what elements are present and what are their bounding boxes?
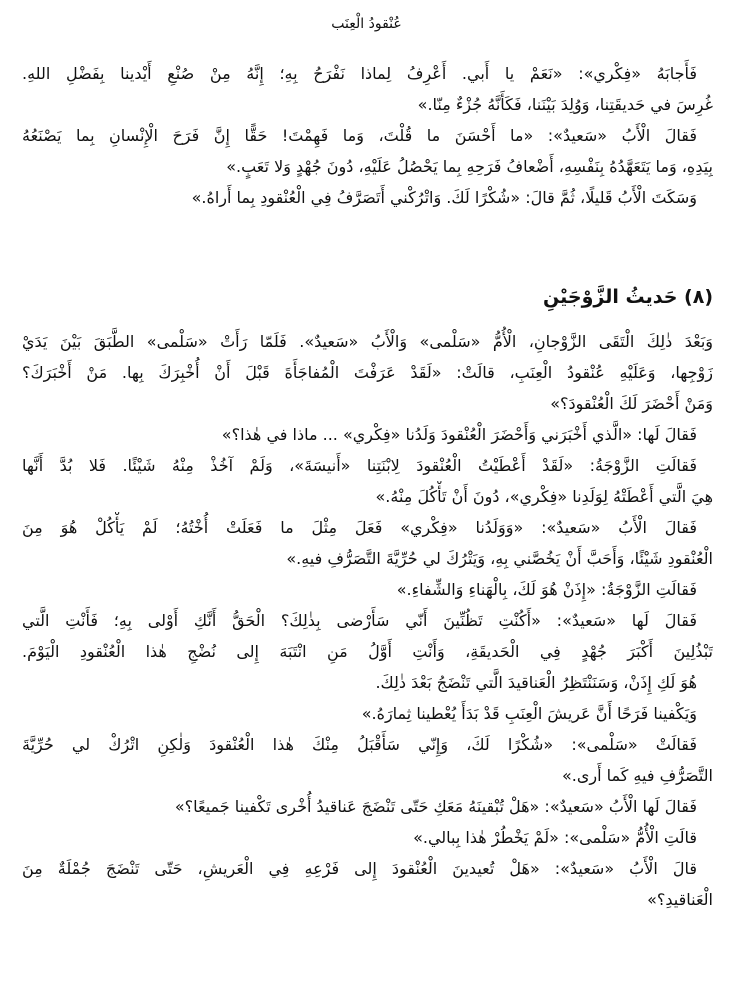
text-line: قالَتِ الْأُمُّ «سَلْمى»: «لَمْ يَخْطُرْ هٰذا بِبالي.» bbox=[413, 828, 697, 847]
story-text-top bbox=[22, 58, 713, 213]
text-line: فَأَجابَهُ «فِكْري»: «نَعَمْ يا أَبي. أَعْرِفُ لِماذا نَفْرَحُ بِهِ؛ إِنَّهُ مِنْ صُنْعِ أَيْدينا بِفَضْلِ اللهِ. bbox=[22, 64, 697, 83]
text-line: هِيَ الَّتي أَعْطَتْهُ لِوَلَدِنا «فِكْري»، دُونَ أَنْ تَأْكُلَ مِنْهُ.» bbox=[375, 487, 713, 506]
text-line: الْعُنْقودِ شَيْئًا، وَأَحَبَّ أَنْ يَخُصَّني بِهِ، وَيَتْرُكَ لي حُرِّيَّةَ التَّصَرُّفِ فيهِ.» bbox=[286, 549, 713, 568]
text-line: قالَ الْأَبُ «سَعيدٌ»: «هَلْ تُعيدينَ الْعُنْقودَ إِلى فَرْعِهِ فِي الْعَريشِ، حَتّى تَنْضَجَ جُمْلَةٌ مِنَ bbox=[22, 859, 697, 878]
text-line: هُوَ لَكِ إِذَنْ، وَسَنَنْتَظِرُ الْعَناقيدَ الَّتي تَنْضَجُ بَعْدَ ذٰلِكَ. bbox=[375, 673, 697, 692]
text-line: وَيَكْفينا فَرَحًا أَنَّ عَريشَ الْعِنَبِ قَدْ بَدَأَ يُعْطينا ثِمارَهُ.» bbox=[361, 704, 697, 723]
text-line: وَسَكَتَ الْأَبُ قَليلًا، ثُمَّ قالَ: «شُكْرًا لَكَ. وَاتْرُكْني أَتَصَرَّفُ فِي الْعُنْقودِ بِما أَراهُ.» bbox=[191, 188, 697, 207]
text-line: فَقالَتِ الزَّوْجَةُ: «لَقَدْ أَعْطَيْتُ الْعُنْقودَ لِابْنَتِنا «أَنيسَةَ»، وَلَمْ آخُذْ مِنْهُ شَيْئًا. فَلا بُدَّ أَنَّها bbox=[22, 456, 697, 475]
text-line: وَبَعْدَ ذٰلِكَ الْتَقَى الزَّوْجانِ، الْأُمُّ «سَلْمى» وَالْأَبُ «سَعيدٌ». فَلَمّا رَأَتْ «سَلْمى» الطَّبَقَ بَيْنَ يَدَيْ bbox=[22, 332, 713, 351]
story-text-bottom bbox=[22, 326, 713, 915]
running-header: عُنْقودُ الْعِنَب bbox=[331, 16, 402, 32]
text-line: التَّصَرُّفِ فيهِ كَما أَرى.» bbox=[561, 766, 713, 785]
text-line: تَبْذُلِينَ أَكْبَرَ جُهْدٍ فِي الْحَديقَةِ، وَأَنْتِ أَوَّلُ مَنِ انْتَبَهَ إِلى نُضْجِ هٰذا الْعُنْقودِ الْيَوْمَ. bbox=[22, 642, 713, 661]
text-line: فَقالَ الْأَبُ «سَعيدٌ»: «ما أَحْسَنَ ما قُلْتَ، وَما فَهِمْتَ! حَقًّا إِنَّ فَرَحَ الْإِنْسانِ بِما يَصْنَعُهُ bbox=[22, 126, 697, 145]
text-line: الْعَناقيدِ؟» bbox=[647, 890, 713, 909]
text-line: فَقالَ الْأَبُ «سَعيدٌ»: «وَوَلَدُنا «فِكْري» فَعَلَ مِثْلَ ما فَعَلَتْ أُخْتُهُ؛ لَمْ يَأْكُلْ هُوَ مِنَ bbox=[22, 518, 697, 537]
section-heading: (٨) حَديثُ الزَّوْجَيْنِ bbox=[543, 286, 713, 308]
text-line: فَقالَ لَها «سَعيدٌ»: «أَكُنْتِ تَظُنِّينَ أَنّي سَأَرْضى بِذٰلِكَ؟ الْحَقُّ أَنَّكِ أَوْلى بِهِ؛ فَأَنْتِ الَّتي bbox=[22, 611, 697, 630]
text-line: فَقالَ لَها: «الَّذي أَخْبَرَني وَأَحْضَرَ الْعُنْقودَ وَلَدُنا «فِكْري» ... ماذا في هٰذا؟» bbox=[221, 425, 697, 444]
text-line: وَمَنْ أَحْضَرَ لَكَ الْعُنْقودَ؟» bbox=[550, 394, 713, 413]
text-line: فَقالَ لَها الْأَبُ «سَعيدٌ»: «هَلْ تُبْقينَهُ مَعَكِ حَتّى تَنْضَجَ عَناقيدُ أُخْرى تَكْفينا جَميعًا؟» bbox=[174, 797, 697, 816]
text-line: فَقالَتْ «سَلْمى»: «شُكْرًا لَكَ، وَإِنّي سَأَقْبَلُ مِنْكَ هٰذا الْعُنْقودَ وَلٰكِنِ اتْرُكْ لي حُرِّيَّةَ bbox=[22, 735, 697, 754]
text-line: فَقالَتِ الزَّوْجَةُ: «إِذَنْ هُوَ لَكَ، بِالْهَناءِ وَالشِّفاءِ.» bbox=[396, 580, 697, 599]
text-line: زَوْجِها، وَعَلَيْهِ عُنْقودُ الْعِنَبِ، قالَتْ: «لَقَدْ عَرَفْتَ الْمُفاجَأَةَ قَبْلَ أَنْ أُخْبِرَكَ بِها. مَنْ أَخْبَرَكَ؟ bbox=[22, 363, 713, 382]
text-line: بِيَدِهِ، وَما يَتَعَهَّدُهُ بِنَفْسِهِ، أَضْعافُ فَرَحِهِ بِما يَحْصُلُ عَلَيْهِ، دُونَ جُهْدٍ وَلا تَعَبٍ.» bbox=[226, 157, 713, 176]
text-line: غُرِسَ في حَديقَتِنا، وَوُلِدَ بَيْنَنا، فَكَأَنَّهُ جُزْءٌ مِنّا.» bbox=[417, 95, 713, 114]
